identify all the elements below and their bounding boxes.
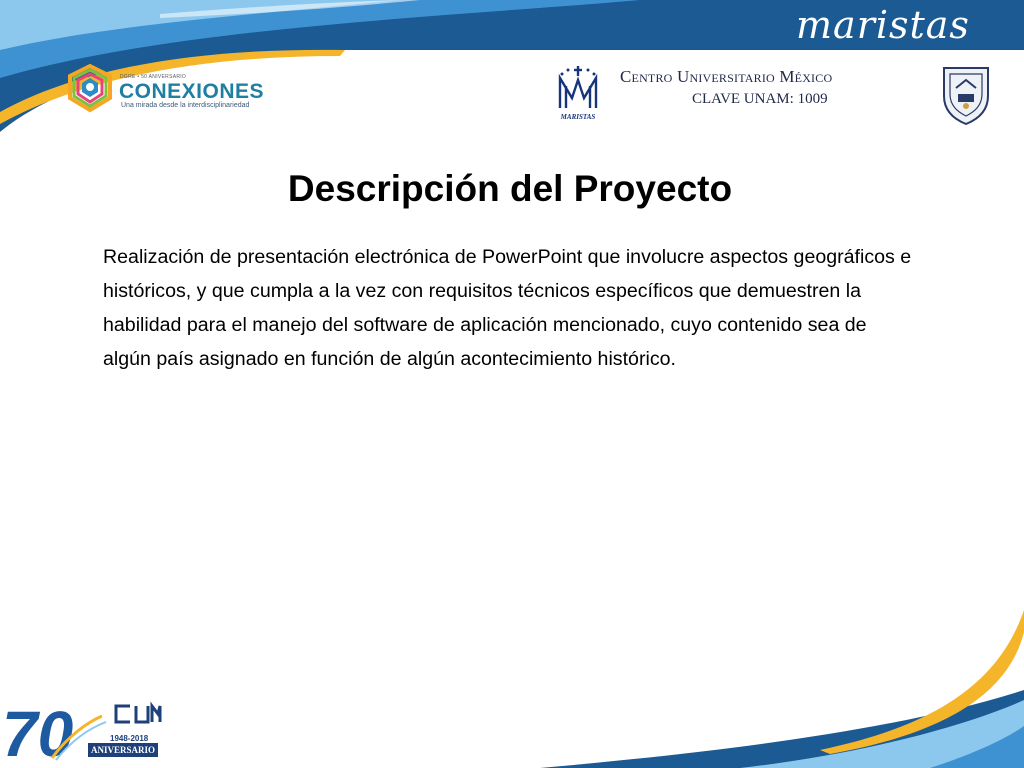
- anniversary-years: 1948-2018: [110, 734, 149, 743]
- slide-body-text: Realización de presentación electrónica de PowerPoint que involucre aspectos geográficos e históricos, y que cumpla a la vez con requisitos técnicos específicos que demuestren la habilidad para el manejo del software de aplicación mencionado, cuyo contenido sea de algún país asignado en función de algún acontecimiento histórico.: [103, 246, 912, 370]
- conexiones-wordmark: CONEXIONES: [119, 80, 265, 103]
- maristas-script-logo: maristas: [796, 3, 970, 47]
- institution-clave: CLAVE UNAM: 1009: [692, 91, 828, 107]
- svg-text:70: 70: [2, 700, 74, 762]
- institution-name: Centro Universitario México: [620, 67, 833, 86]
- conexiones-subtext: DGRE • 50 ANIVERSARIO: [120, 74, 187, 80]
- unam-crest-icon: [936, 62, 996, 126]
- anniversary-label: ANIVERSARIO: [88, 743, 158, 757]
- slide-title: Descripción del Proyecto: [287, 168, 733, 209]
- maristas-label: MARISTAS: [560, 113, 596, 121]
- conexiones-tagline: Una mirada desde la interdisciplinariedad: [121, 102, 250, 109]
